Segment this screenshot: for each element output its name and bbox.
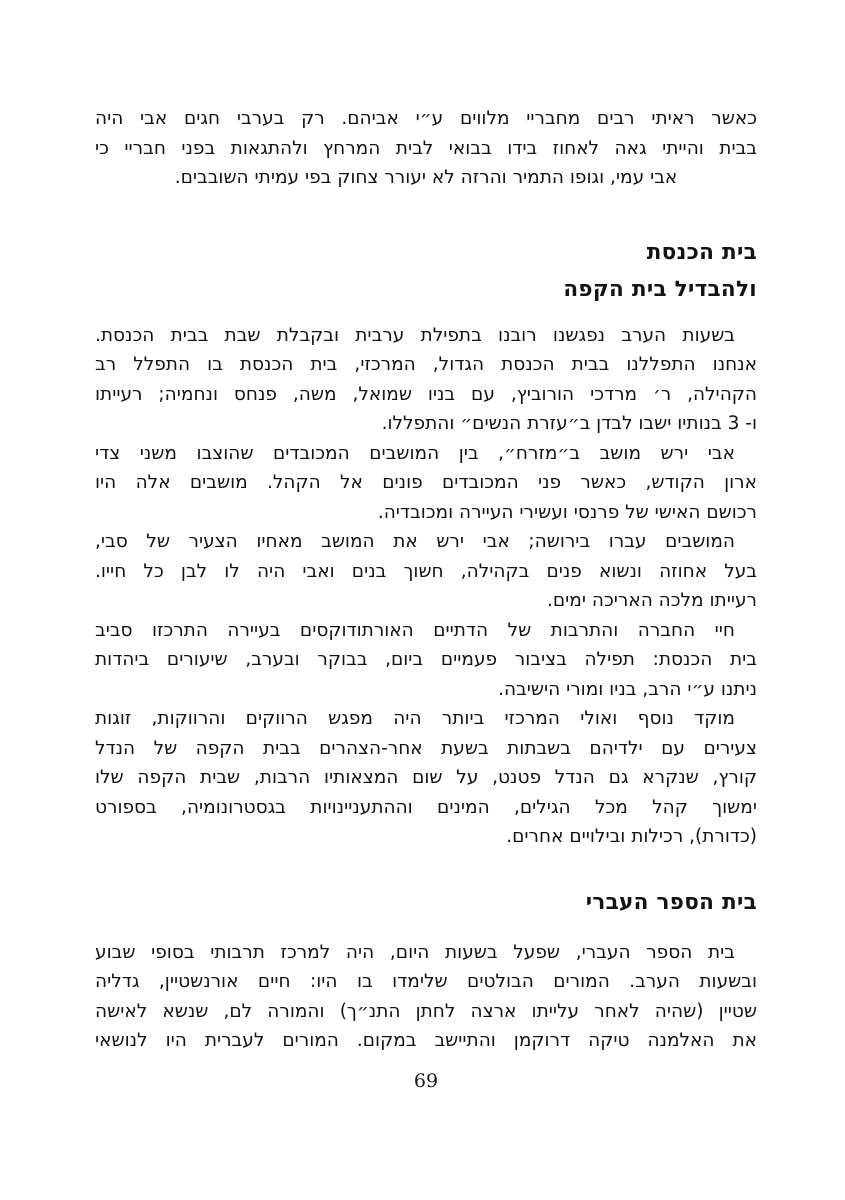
text-line: ימשוך קהל מכל הגילים, המינים וההתעניינויות בגסטרונומיה, בספורט xyxy=(95,796,757,818)
paragraph-mizrach-seat xyxy=(95,439,757,528)
text-line: המושבים עברו בירושה; אבי ירש את המושב מאחיו הצעיר של סבי, xyxy=(95,531,735,552)
section-heading-synagogue xyxy=(95,234,757,308)
text-line: קורץ, שנקרא גם הנדל פטנט, על שום המצאותיו הרבות, שבית הקפה שלו xyxy=(95,767,757,788)
heading-line: בית הספר העברי xyxy=(585,889,757,915)
text-line: אנחנו התפללנו בבית הכנסת הגדול, המרכזי, בית הכנסת בו התפלל רב xyxy=(95,354,757,375)
section-heading-hebrew-school xyxy=(95,884,757,921)
text-line: צעירים עם ילדיהם בשבתות בשעת אחר-הצהרים בבית הקפה של הנדל xyxy=(95,737,757,759)
text-line: אבי עמי, וגופו התמיר והרזה לא יעורר צחוק בפי עמיתי השובבים. xyxy=(174,167,678,188)
text-line: בית הספר העברי, שפעל בשעות היום, היה למרכז תרבותי בסופי שבוע xyxy=(95,941,735,963)
paragraph-synagogue-prayer xyxy=(95,321,757,439)
text-line: בבית והייתי גאה לאחוז בידו בבואי לבית המרחץ ולהתגאות בפני חבריי כי xyxy=(95,137,757,159)
paragraph-inherited-seats xyxy=(95,527,757,616)
text-line: הקהילה, ר׳ מרדכי הורוביץ, עם בניו שמואל, משה, פנחס ונחמיה; רעייתו xyxy=(95,383,757,405)
page-number: 69 xyxy=(413,1070,439,1092)
text-line: אבי ירש מושב ב״מזרח״, בין המושבים המכובדים שהוצבו משני צדי xyxy=(95,442,735,464)
text-line: בשעות הערב נפגשנו רובנו בתפילת ערבית ובקבלת שבת בבית הכנסת. xyxy=(95,324,735,346)
body-text xyxy=(95,104,757,1056)
text-line: ניתנו ע״י הרב, בניו ומורי הישיבה. xyxy=(498,678,757,700)
text-line: כאשר ראיתי רבים מחבריי מלווים ע״י אביהם. רק בערבי חגים אבי היה xyxy=(95,108,757,129)
text-line: שטיין (שהיה לאחר עלייתו ארצה לחתן התנ״ך) והמורה לם, שנשא לאישה xyxy=(95,1000,757,1022)
text-line: רעייתו מלכה האריכה ימים. xyxy=(547,590,757,611)
text-line: ובשעות הערב. המורים הבולטים שלימדו בו היו: חיים אורנשטיין, גדליה xyxy=(95,971,757,992)
text-line: ו- 3 בנותיו ישבו לבדן ב״עזרת הנשים״ והתפללו. xyxy=(381,413,757,434)
text-line: חיי החברה והתרבות של הדתיים האורתודוקסים בעיירה התרכזו סביב xyxy=(95,619,735,641)
text-line: (כדורת), רכילות ובילויים אחרים. xyxy=(506,826,757,847)
paragraph-school xyxy=(95,938,757,1056)
text-line: רכושם האישי של פרנסי ועשירי העיירה ומכובדיה. xyxy=(377,501,757,523)
paragraph-community-life xyxy=(95,616,757,705)
paragraph-intro xyxy=(95,104,757,193)
text-line: את האלמנה טיקה דרוקמן והתיישב במקום. המורים לעברית היו לנושאי xyxy=(95,1030,757,1051)
heading-line: ולהבדיל בית הקפה xyxy=(563,276,757,302)
heading-line: בית הכנסת xyxy=(646,239,757,265)
paragraph-cafe xyxy=(95,704,757,852)
text-line: מוקד נוסף ואולי המרכזי ביותר היה מפגש הרווקים והרווקות, זוגות xyxy=(95,708,735,729)
text-line: בית הכנסת: תפילה בציבור פעמיים ביום, בבוקר ובערב, שיעורים ביהדות xyxy=(95,649,757,670)
text-line: ארון הקודש, כאשר פני המכובדים פונים אל הקהל. מושבים אלה היו xyxy=(95,472,757,493)
text-line: בעל אחוזה ונשוא פנים בקהילה, חשוך בנים ואבי היה לו לבן כל חייו. xyxy=(95,560,757,582)
